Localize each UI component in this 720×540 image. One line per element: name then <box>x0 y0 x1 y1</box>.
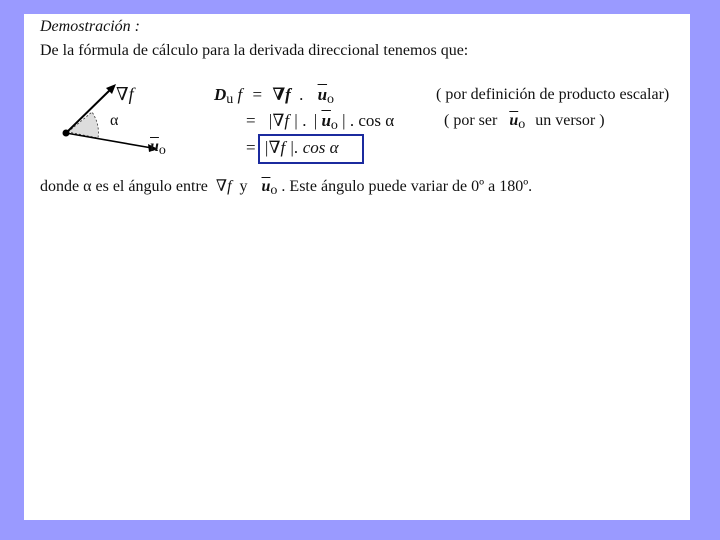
heading: Demostración : <box>40 18 140 35</box>
unit-vector-arrow <box>66 133 152 148</box>
diagram-vector-label: $\overline{u}o$ <box>150 138 166 158</box>
note-line-2: ( por ser $\overline{u}o$ un versor ) <box>444 112 605 132</box>
intro-text: De la fórmula de cálculo para la derivada direccional tenemos que: <box>40 42 469 59</box>
equation-line-1: Du f = ∇f . $\overline{u}o$ <box>214 85 335 107</box>
diagram-grad-label: ∇f <box>116 84 134 104</box>
equation-line-3-equals: = <box>246 138 256 157</box>
note-line-1: ( por definición de producto escalar) <box>436 86 670 103</box>
boxed-result: |∇f |. cos α <box>264 138 339 157</box>
conclusion-text: donde α es el ángulo entre ∇f y $\overline{u}o$ . Este ángulo puede variar de 0º a 180º. <box>40 178 533 198</box>
equation-line-2: = |∇f | . | $\overline{u}o$ | . cos α <box>246 111 395 133</box>
origin-point <box>63 130 70 137</box>
slide <box>24 14 690 520</box>
diagram-angle-label: α <box>110 112 119 129</box>
